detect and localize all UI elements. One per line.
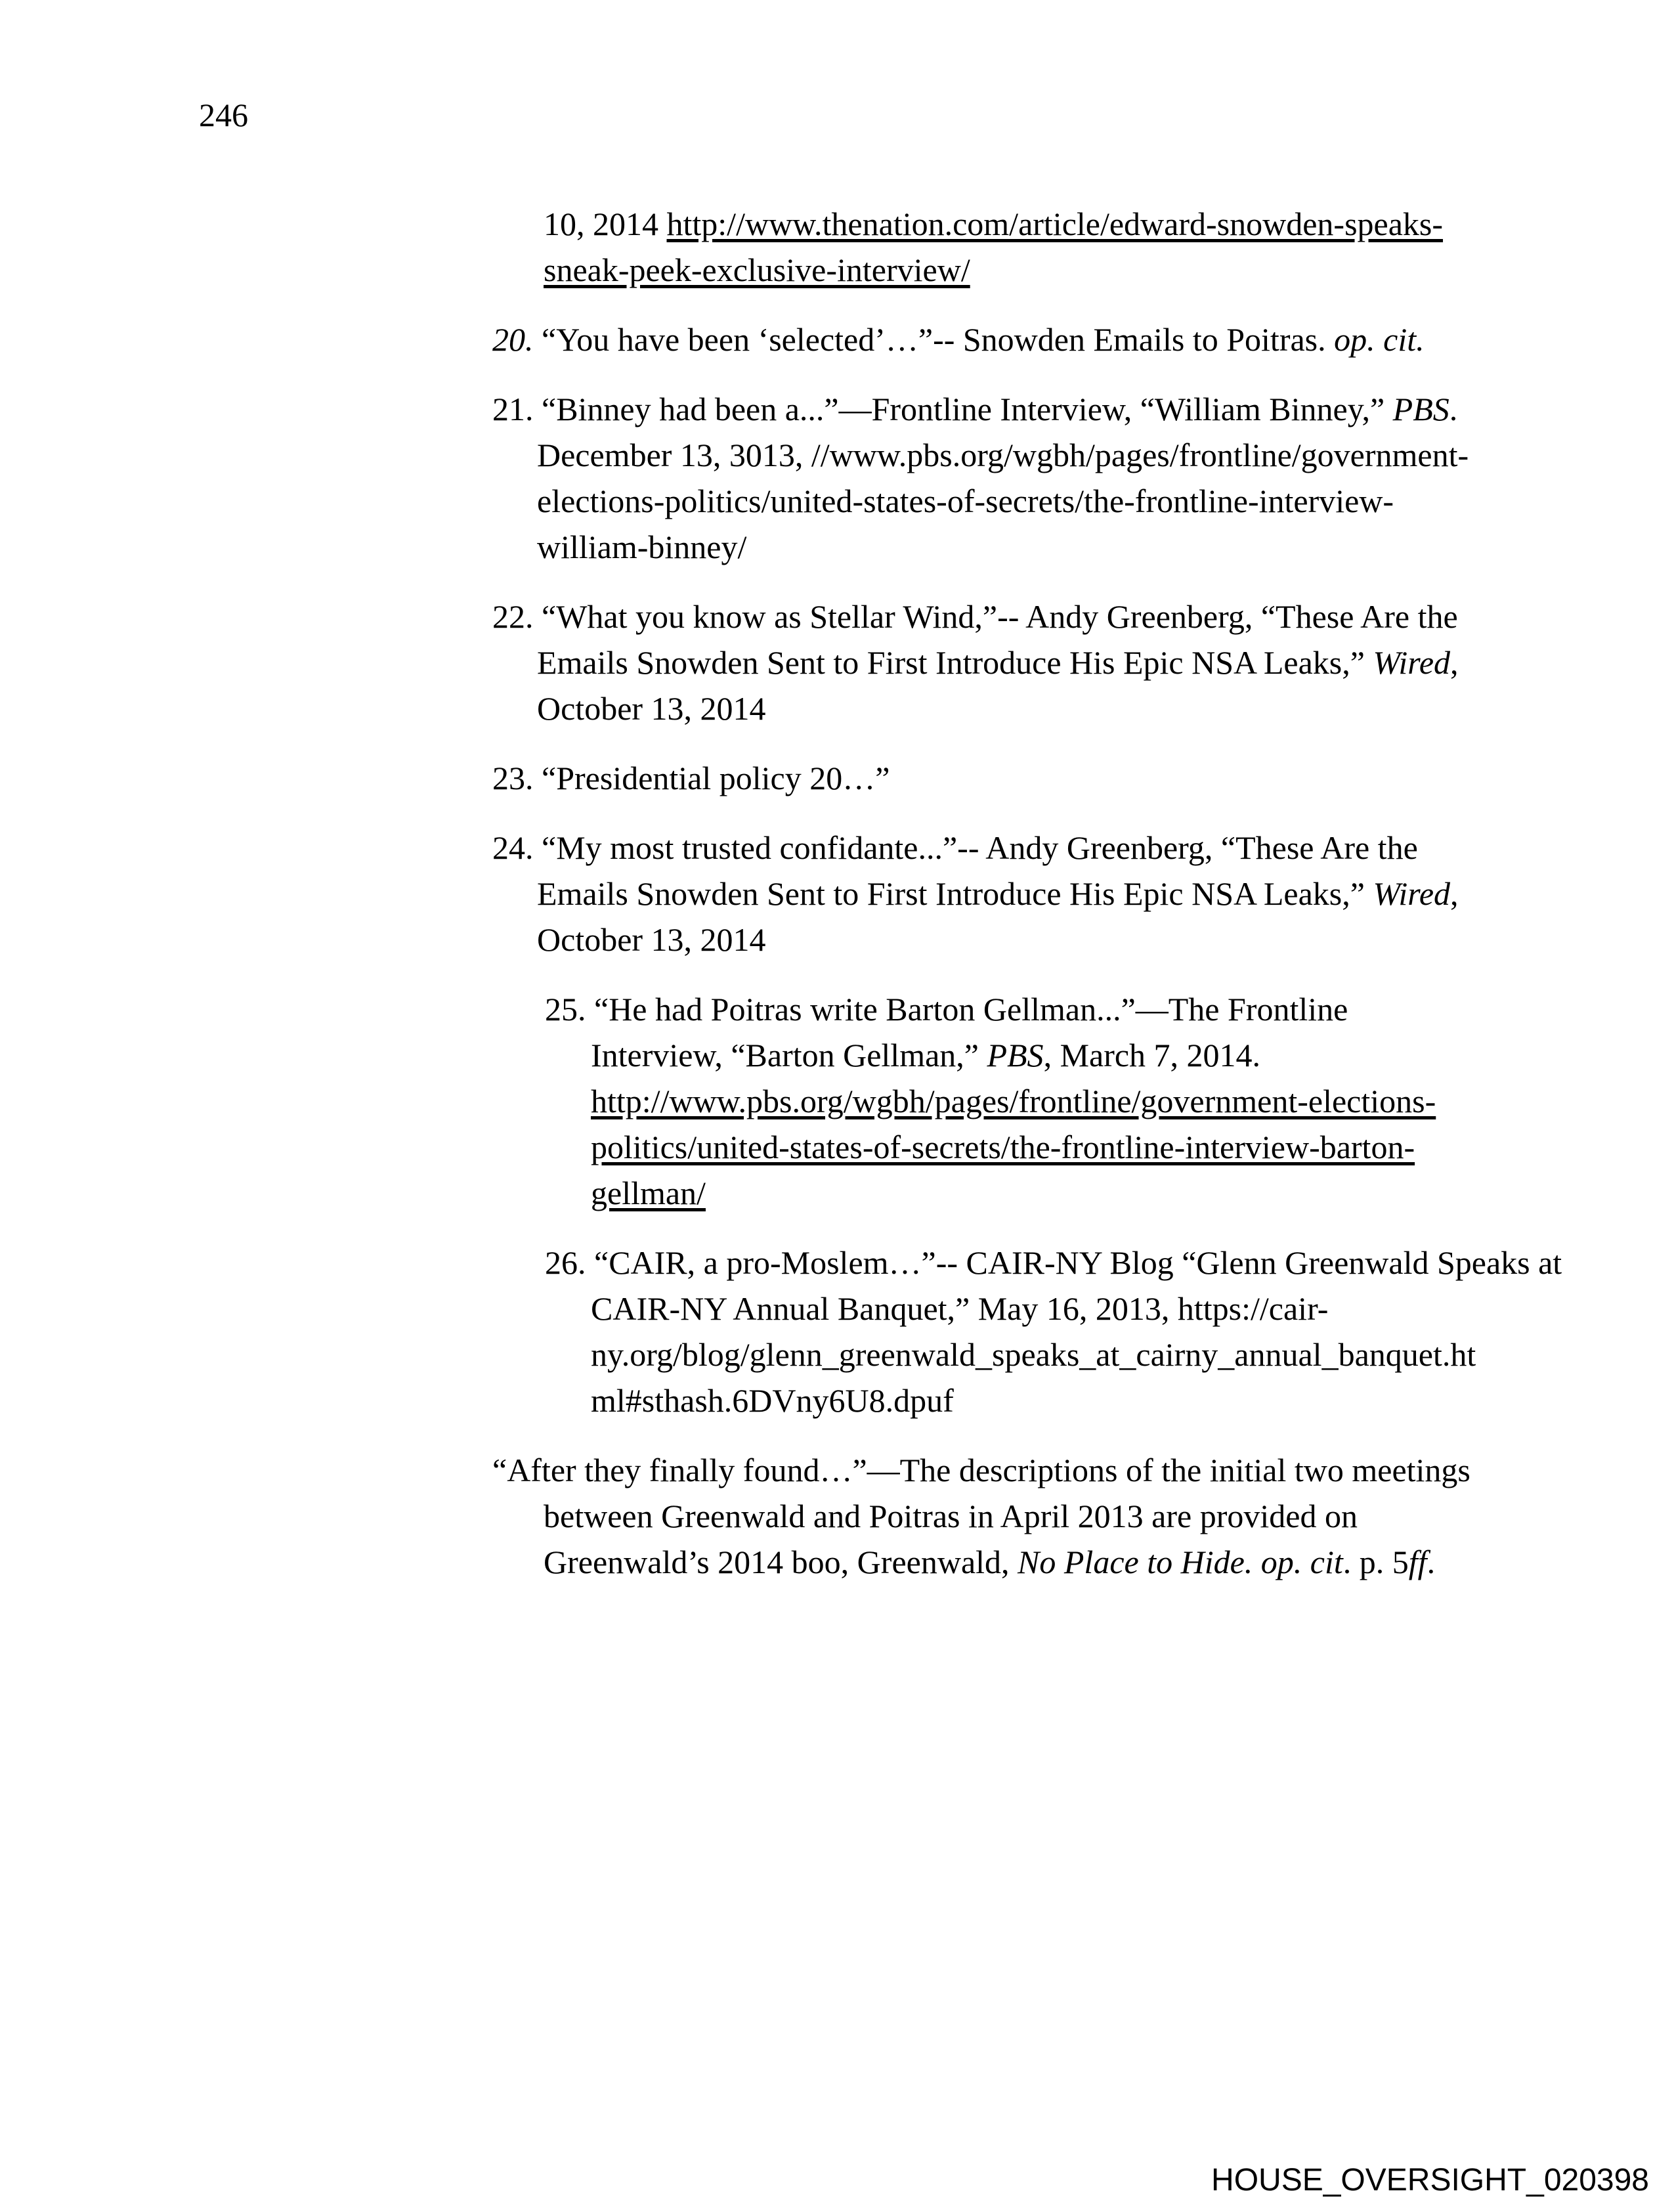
page-number: 246	[199, 97, 248, 133]
text-line	[492, 755, 1480, 801]
text-run: . p. 5	[1342, 1544, 1409, 1580]
text-run: Interview, “Barton Gellman,”	[591, 1037, 987, 1073]
text-line	[537, 871, 1480, 917]
text-line	[591, 1332, 1480, 1377]
endnote-item	[545, 1240, 1562, 1423]
text-run: , March 7, 2014.	[1043, 1037, 1261, 1073]
text-run: No Place to Hide. op. cit	[1018, 1544, 1343, 1580]
endnote-item	[492, 594, 1480, 731]
text-run: “What you know as Stellar Wind,”-- Andy Greenberg, “These Are the	[542, 598, 1458, 635]
endnote-item	[545, 986, 1480, 1216]
text-run: ,	[1450, 875, 1459, 912]
text-run: October 13, 2014	[537, 690, 766, 727]
url-text: politics/united-states-of-secrets/the-frontline-interview-barton-	[591, 1129, 1415, 1165]
text-run: Wired	[1373, 644, 1451, 681]
text-run: “My most trusted confidante...”-- Andy Greenberg, “These Are the	[542, 829, 1418, 866]
text-line	[591, 1170, 1480, 1216]
text-line	[545, 1240, 1562, 1286]
text-line	[545, 986, 1480, 1032]
item-number: 25.	[545, 991, 586, 1028]
text-run: 10, 2014	[544, 206, 667, 242]
text-run: “CAIR, a pro-Moslem…”-- CAIR-NY Blog “Glenn Greenwald Speaks at	[594, 1244, 1562, 1281]
paragraph	[492, 1447, 1480, 1585]
text-run: elections-politics/united-states-of-secrets/the-frontline-interview-	[537, 483, 1394, 519]
text-run: “Presidential policy 20…”	[542, 760, 890, 796]
endnotes-list	[492, 201, 1562, 1609]
text-run: December 13, 3013, //www.pbs.org/wgbh/pages/frontline/government-	[537, 437, 1469, 473]
text-run: CAIR-NY Annual Banquet,” May 16, 2013, https://cair-	[591, 1290, 1329, 1327]
text-run: October 13, 2014	[537, 921, 766, 958]
text-line	[492, 825, 1480, 871]
text-line	[537, 685, 1480, 731]
text-line	[537, 432, 1480, 478]
text-run: PBS	[1392, 391, 1449, 427]
text-run: .	[1449, 391, 1458, 427]
text-line	[537, 524, 1480, 570]
item-number: 20.	[492, 321, 534, 358]
text-line	[537, 478, 1480, 524]
text-run: “You have been ‘selected’…”-- Snowden Emails to Poitras.	[542, 321, 1335, 358]
url-text: http://www.thenation.com/article/edward-snowden-speaks-	[666, 206, 1444, 242]
text-line	[544, 201, 1480, 247]
text-line	[492, 316, 1480, 362]
text-run: Emails Snowden Sent to First Introduce His Epic NSA Leaks,”	[537, 644, 1373, 681]
text-line	[591, 1286, 1480, 1332]
item-number: 23.	[492, 760, 534, 796]
item-number: 24.	[492, 829, 534, 866]
endnote-item	[492, 825, 1480, 963]
url-text: gellman/	[591, 1175, 706, 1211]
endnote-item	[492, 755, 1480, 801]
text-run: ml#sthash.6DVny6U8.dpuf	[591, 1382, 954, 1419]
text-line	[537, 917, 1480, 963]
text-run: Greenwald’s 2014 boo, Greenwald,	[544, 1544, 1018, 1580]
text-line	[544, 1493, 1480, 1539]
text-line	[537, 640, 1480, 685]
text-run: Wired	[1373, 875, 1451, 912]
text-run: william-binney/	[537, 529, 747, 565]
bates-number: HOUSE_OVERSIGHT_020398	[1211, 2163, 1649, 2198]
text-line	[591, 1032, 1480, 1078]
text-line	[492, 1447, 1480, 1493]
text-run: ,	[1450, 644, 1459, 681]
text-run: between Greenwald and Poitras in April 2013 are provided on	[544, 1498, 1358, 1534]
url-text: http://www.pbs.org/wgbh/pages/frontline/government-elections-	[591, 1083, 1436, 1119]
text-line	[591, 1124, 1480, 1170]
text-run: Emails Snowden Sent to First Introduce His Epic NSA Leaks,”	[537, 875, 1373, 912]
item-number: 26.	[545, 1244, 586, 1281]
text-line	[591, 1377, 1480, 1423]
text-run: .	[1427, 1544, 1436, 1580]
item-number: 22.	[492, 598, 534, 635]
text-run: ff	[1408, 1544, 1427, 1580]
text-run: op. cit.	[1334, 321, 1425, 358]
text-run: “Binney had been a...”—Frontline Interview, “William Binney,”	[542, 391, 1393, 427]
text-line	[591, 1078, 1480, 1124]
text-line	[544, 247, 1480, 293]
text-line	[492, 386, 1480, 432]
text-line	[544, 1539, 1480, 1585]
endnote-item	[492, 386, 1480, 570]
url-text: sneak-peek-exclusive-interview/	[544, 251, 970, 288]
item-number: 21.	[492, 391, 534, 427]
text-run: ny.org/blog/glenn_greenwald_speaks_at_cairny_annual_banquet.ht	[591, 1336, 1476, 1373]
text-run: “After they finally found…”—The descriptions of the initial two meetings	[492, 1452, 1470, 1488]
endnote-item	[492, 316, 1480, 362]
text-run: PBS	[987, 1037, 1044, 1073]
text-line	[492, 594, 1480, 640]
text-run: “He had Poitras write Barton Gellman...”—The Frontline	[594, 991, 1348, 1028]
paragraph	[544, 201, 1480, 293]
